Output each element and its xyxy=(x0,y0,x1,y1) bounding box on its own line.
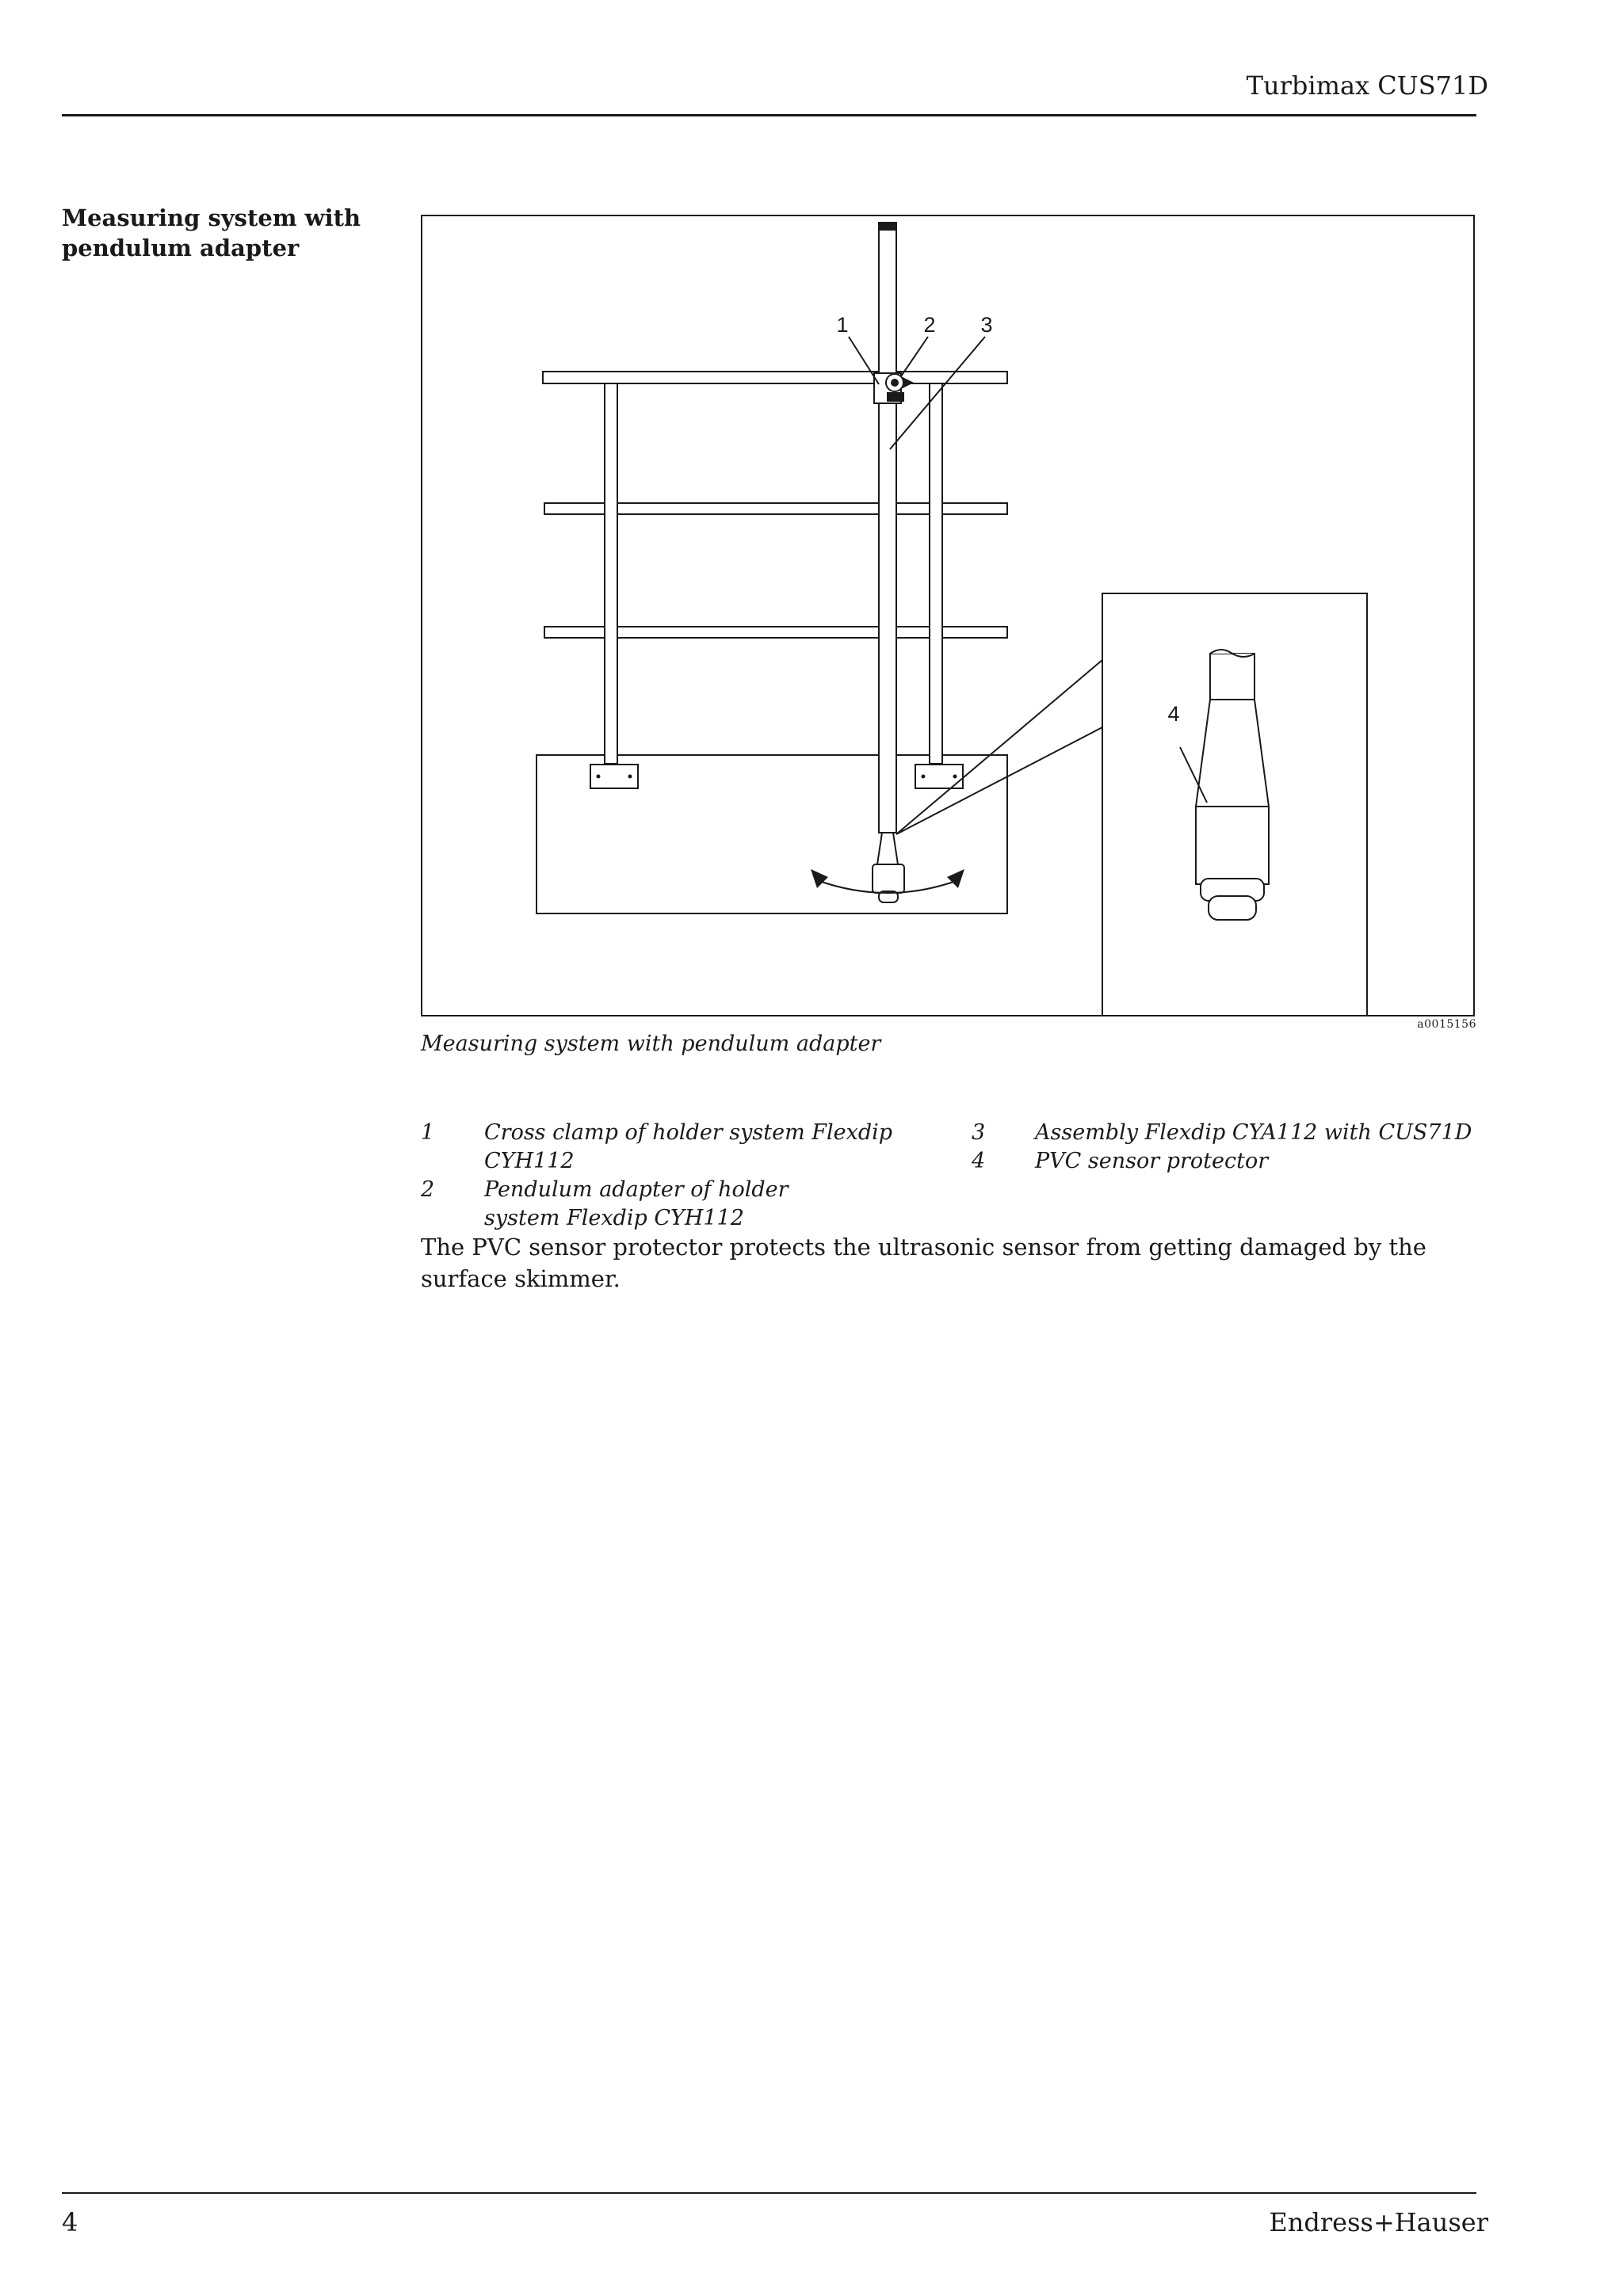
legend-text: Pendulum adapter of holder system Flexdip CYH112 xyxy=(484,1177,789,1230)
railing-top-bar xyxy=(543,372,1007,383)
legend-column-left xyxy=(421,1119,936,1233)
legend-item xyxy=(421,1176,865,1233)
sensor-protector xyxy=(873,864,904,893)
body-paragraph: The PVC sensor protector protects the ultrasonic sensor from getting damaged by the surface skimmer. xyxy=(421,1234,1426,1292)
figure-code: a0015156 xyxy=(1417,1018,1476,1031)
measuring-system-illustration xyxy=(422,216,1473,1015)
figure-frame xyxy=(421,215,1475,1016)
callout-2: 2 xyxy=(923,313,936,337)
footer-rule xyxy=(62,2192,1476,2194)
header-rule xyxy=(62,114,1476,116)
legend-text: PVC sensor protector xyxy=(1035,1149,1269,1173)
figure-caption: Measuring system with pendulum adapter xyxy=(421,1032,881,1056)
legend-number: 4 xyxy=(972,1149,986,1173)
legend-number: 2 xyxy=(421,1177,435,1202)
callout-1: 1 xyxy=(836,313,849,337)
legend-text: Assembly Flexdip CYA112 with CUS71D xyxy=(1035,1120,1472,1145)
legend-column-right xyxy=(972,1119,1487,1176)
callout-3: 3 xyxy=(980,313,993,337)
assembly-tube xyxy=(879,223,896,833)
document-header-title: Turbimax CUS71D xyxy=(1246,71,1488,101)
callout-4: 4 xyxy=(1167,702,1180,726)
legend-item xyxy=(972,1119,1487,1147)
legend-item xyxy=(972,1147,1487,1176)
footer-brand: Endress+Hauser xyxy=(1269,2207,1488,2237)
railing-post-right xyxy=(930,383,942,764)
legend-number: 3 xyxy=(972,1120,986,1145)
section-heading: Measuring system with pendulum adapter xyxy=(62,204,361,261)
legend-number: 1 xyxy=(421,1120,435,1145)
legend-text: Cross clamp of holder system Flexdip CYH112 xyxy=(484,1120,893,1173)
railing-post-left xyxy=(605,383,617,764)
page-number: 4 xyxy=(62,2207,78,2237)
leader-2 xyxy=(901,337,928,376)
legend-item xyxy=(421,1119,936,1176)
